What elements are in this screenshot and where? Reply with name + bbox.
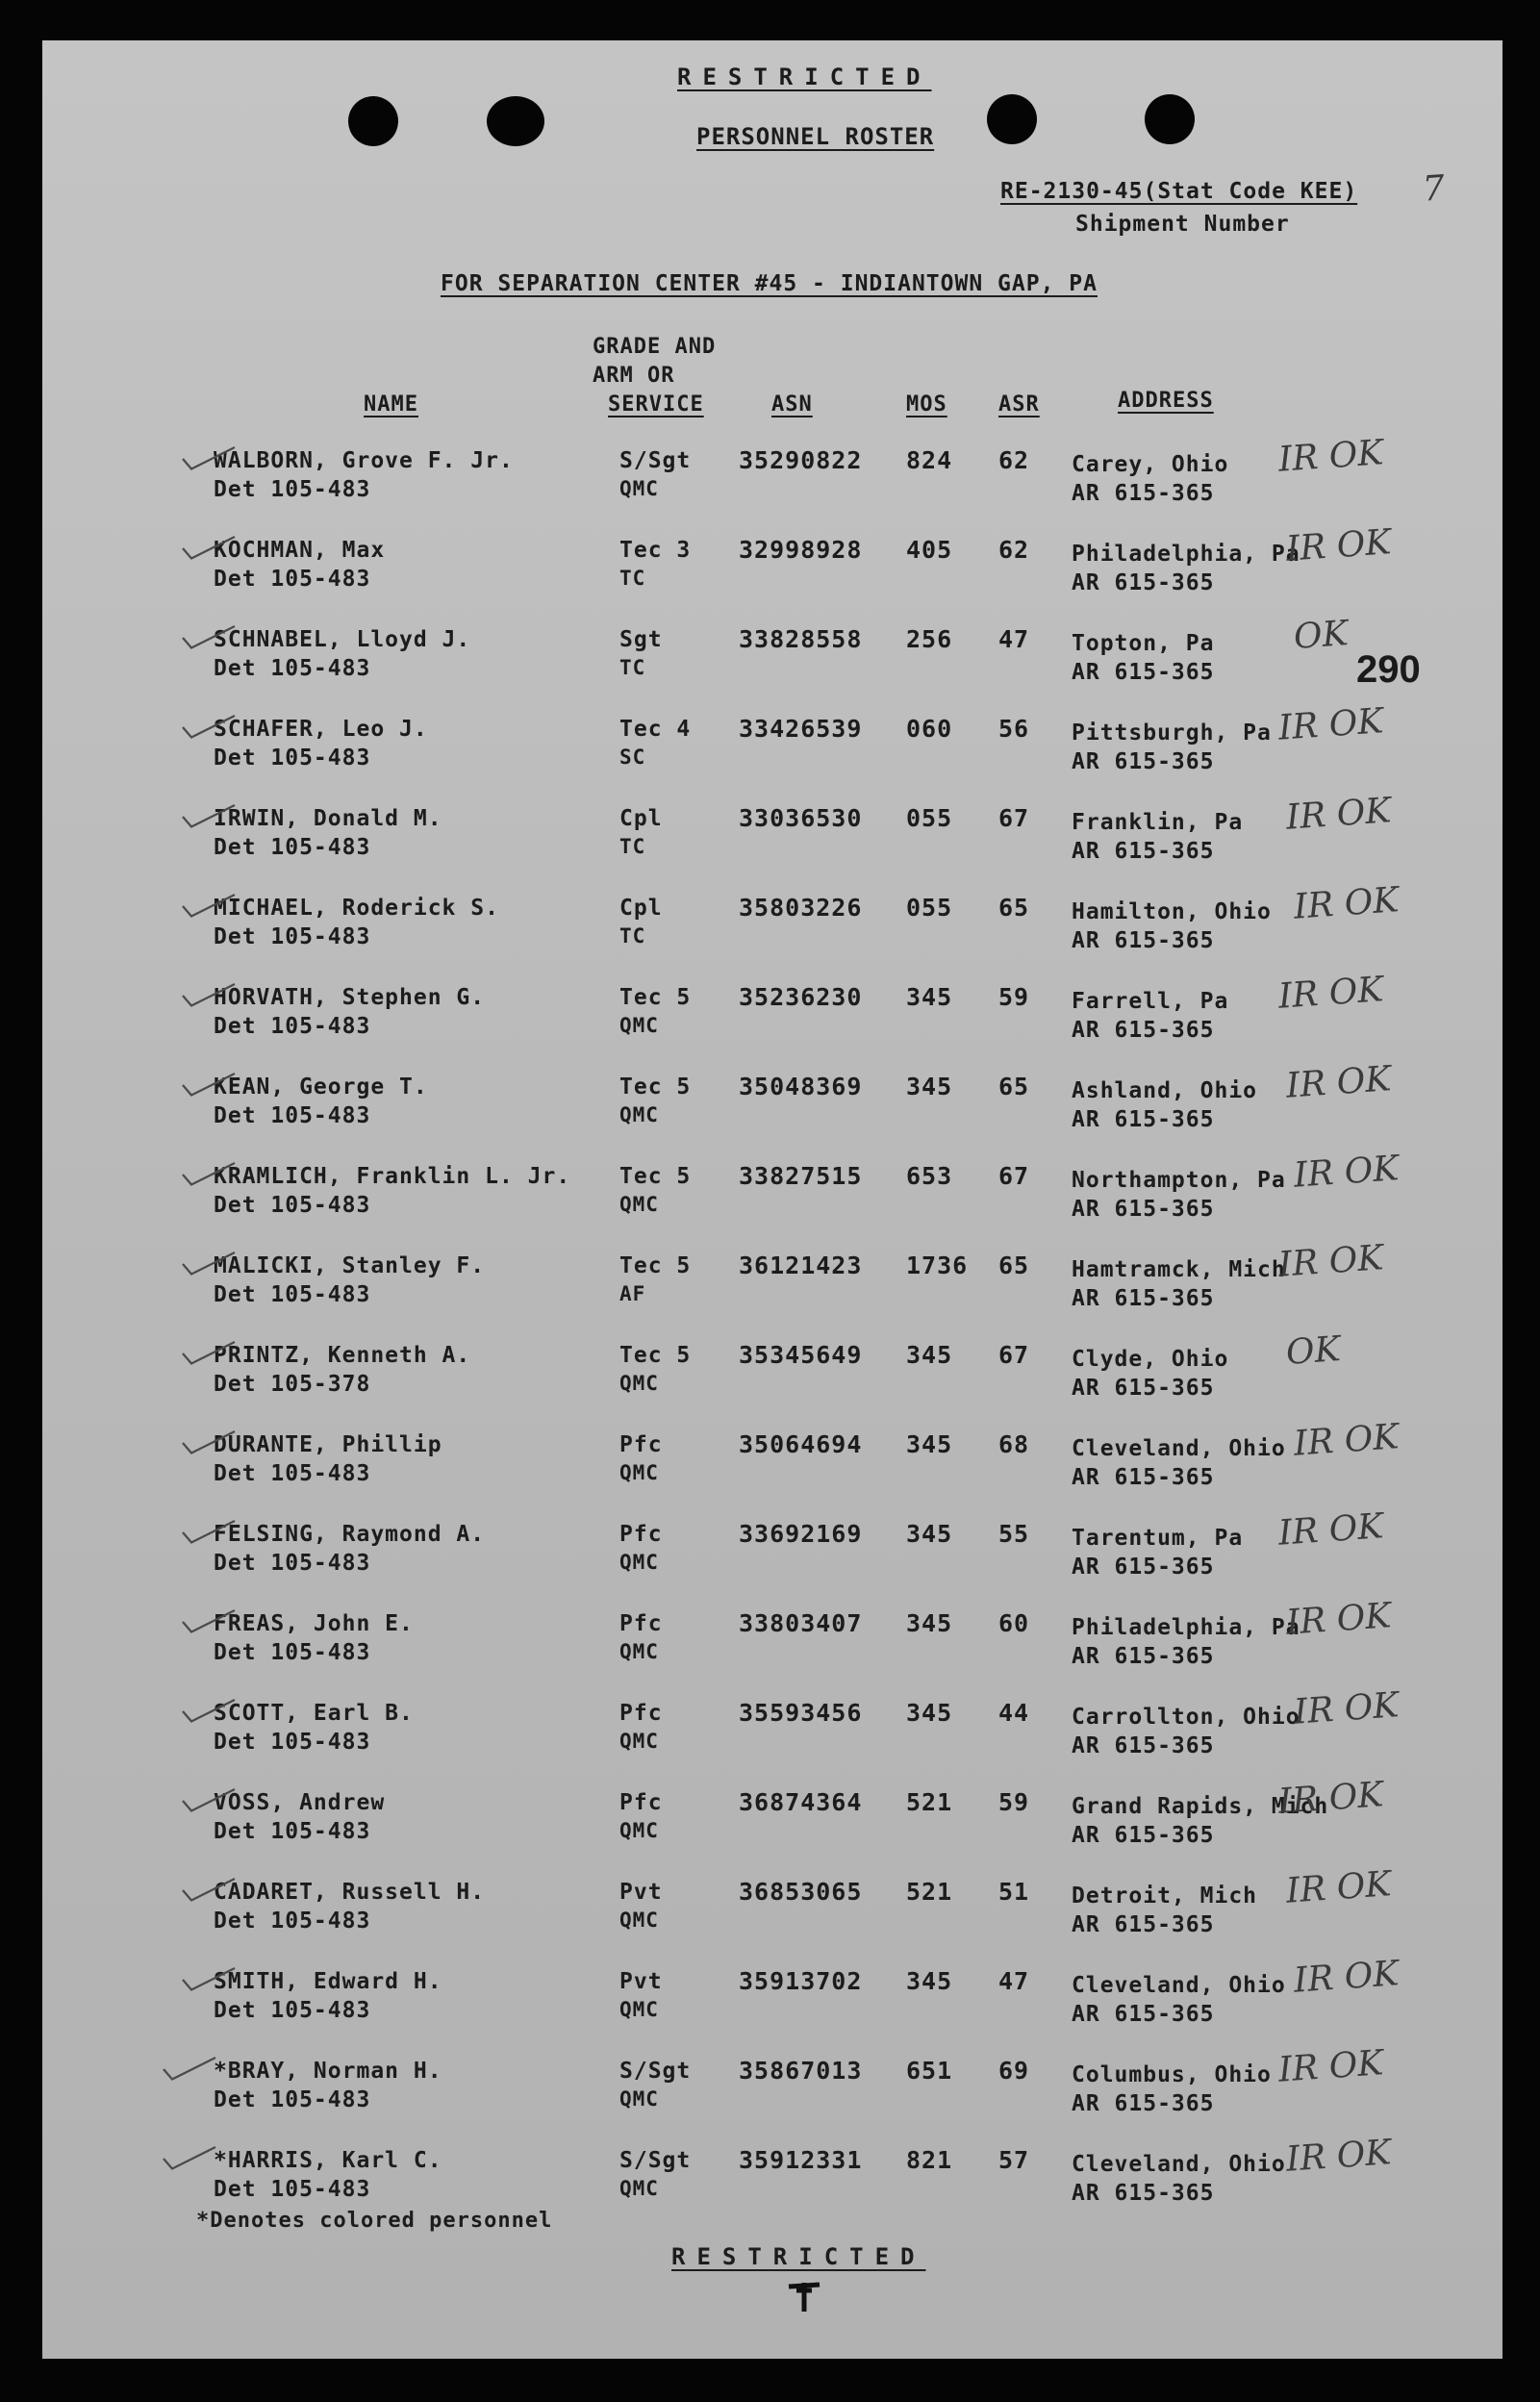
handwritten-note: IR OK — [1284, 1864, 1393, 1911]
asr-cell: 65 — [998, 1073, 1030, 1100]
grade-cell: Pvt — [619, 1880, 663, 1905]
handwritten-note: OK — [1284, 1329, 1342, 1373]
asn-cell: 36121423 — [739, 1252, 863, 1279]
ar-cell: AR 615-365 — [1072, 1555, 1215, 1580]
asn-cell: 35913702 — [739, 1967, 863, 1995]
service-cell: SC — [619, 746, 646, 769]
check-mark-icon — [175, 892, 242, 921]
punch-hole — [348, 96, 398, 146]
asn-cell: 35803226 — [739, 894, 863, 922]
name-cell: KOCHMAN, Max — [214, 538, 386, 563]
asn-cell: 35593456 — [739, 1699, 863, 1727]
asr-cell: 68 — [998, 1430, 1030, 1458]
grade-cell: Tec 5 — [619, 1343, 692, 1368]
asr-cell: 57 — [998, 2146, 1030, 2174]
service-cell: QMC — [619, 1551, 659, 1574]
ar-cell: AR 615-365 — [1072, 1644, 1215, 1669]
name-cell: MICHAEL, Roderick S. — [214, 896, 499, 921]
mos-cell: 405 — [906, 536, 953, 564]
unit-cell: Det 105-483 — [214, 1193, 371, 1218]
asn-cell: 33827515 — [739, 1162, 863, 1190]
check-mark-icon — [175, 981, 242, 1010]
asr-cell: 65 — [998, 894, 1030, 922]
unit-cell: Det 105-483 — [214, 1551, 371, 1576]
asr-cell: 59 — [998, 1788, 1030, 1816]
check-mark-icon — [175, 1607, 242, 1636]
asn-cell: 33692169 — [739, 1520, 863, 1548]
asr-cell: 51 — [998, 1878, 1030, 1906]
city-cell: Carrollton, Ohio — [1072, 1705, 1300, 1730]
unit-cell: Det 105-378 — [214, 1372, 371, 1397]
asn-cell: 35867013 — [739, 2057, 863, 2085]
service-cell: QMC — [619, 2087, 659, 2111]
asr-cell: 47 — [998, 625, 1030, 653]
asn-cell: 35236230 — [739, 983, 863, 1011]
check-mark-icon — [156, 2144, 223, 2173]
mos-cell: 345 — [906, 1520, 953, 1548]
mos-cell: 821 — [906, 2146, 953, 2174]
asn-cell: 33426539 — [739, 715, 863, 743]
city-cell: Cleveland, Ohio — [1072, 1973, 1286, 1998]
unit-cell: Det 105-483 — [214, 1819, 371, 1844]
city-cell: Farrell, Pa — [1072, 989, 1229, 1014]
city-cell: Ashland, Ohio — [1072, 1078, 1258, 1103]
classification-footer: RESTRICTED — [671, 2243, 926, 2270]
name-cell: PRINTZ, Kenneth A. — [214, 1343, 471, 1368]
check-mark-icon — [175, 1786, 242, 1815]
grade-cell: Pfc — [619, 1432, 663, 1457]
service-cell: TC — [619, 924, 646, 948]
column-header-asn: ASN — [771, 392, 813, 417]
check-mark-icon — [175, 623, 242, 652]
asn-cell: 35345649 — [739, 1341, 863, 1369]
column-header-asr: ASR — [998, 392, 1040, 417]
mos-cell: 1736 — [906, 1252, 969, 1279]
service-cell: QMC — [619, 1193, 659, 1216]
asr-cell: 44 — [998, 1699, 1030, 1727]
check-mark-icon — [175, 444, 242, 473]
mos-cell: 653 — [906, 1162, 953, 1190]
mos-cell: 521 — [906, 1878, 953, 1906]
ar-cell: AR 615-365 — [1072, 1912, 1215, 1937]
grade-cell: S/Sgt — [619, 2148, 692, 2173]
column-header-mos: MOS — [906, 392, 947, 417]
service-cell: QMC — [619, 1461, 659, 1484]
footer-stamp-mark — [785, 2277, 823, 2315]
asr-cell: 60 — [998, 1609, 1030, 1637]
city-cell: Cleveland, Ohio — [1072, 2152, 1286, 2177]
ar-cell: AR 615-365 — [1072, 660, 1215, 685]
name-cell: HORVATH, Stephen G. — [214, 985, 486, 1010]
city-cell: Philadelphia, Pa — [1072, 542, 1300, 567]
check-mark-icon — [175, 1965, 242, 1994]
ar-cell: AR 615-365 — [1072, 749, 1215, 774]
name-cell: MALICKI, Stanley F. — [214, 1253, 486, 1278]
handwritten-note: IR OK — [1276, 701, 1385, 748]
handwritten-note: OK — [1292, 614, 1350, 657]
city-cell: Hamilton, Ohio — [1072, 899, 1272, 924]
name-cell: IRWIN, Donald M. — [214, 806, 442, 831]
asr-cell: 59 — [998, 983, 1030, 1011]
grade-cell: Cpl — [619, 806, 663, 831]
service-cell: QMC — [619, 2177, 659, 2200]
grade-cell: Tec 5 — [619, 1075, 692, 1100]
handwritten-note: IR OK — [1276, 1238, 1385, 1285]
grade-cell: S/Sgt — [619, 2059, 692, 2084]
service-cell: QMC — [619, 1014, 659, 1037]
city-cell: Carey, Ohio — [1072, 452, 1229, 477]
name-cell: SCOTT, Earl B. — [214, 1701, 414, 1726]
mos-cell: 055 — [906, 804, 953, 832]
name-cell: SCHNABEL, Lloyd J. — [214, 627, 471, 652]
unit-cell: Det 105-483 — [214, 1998, 371, 2023]
grade-cell: Tec 5 — [619, 1253, 692, 1278]
name-cell: *BRAY, Norman H. — [214, 2059, 442, 2084]
mos-cell: 824 — [906, 446, 953, 474]
corner-mark: 7 — [1421, 168, 1447, 210]
asr-cell: 55 — [998, 1520, 1030, 1548]
handwritten-note: IR OK — [1276, 970, 1385, 1017]
service-cell: TC — [619, 656, 646, 679]
mos-cell: 651 — [906, 2057, 953, 2085]
check-mark-icon — [175, 1876, 242, 1905]
service-cell: QMC — [619, 1819, 659, 1842]
ar-cell: AR 615-365 — [1072, 928, 1215, 953]
mos-cell: 521 — [906, 1788, 953, 1816]
grade-cell: Pfc — [619, 1522, 663, 1547]
unit-cell: Det 105-483 — [214, 1730, 371, 1755]
punch-hole — [1145, 94, 1195, 144]
asr-cell: 62 — [998, 536, 1030, 564]
name-cell: WALBORN, Grove F. Jr. — [214, 448, 514, 473]
service-cell: TC — [619, 835, 646, 858]
ar-cell: AR 615-365 — [1072, 1286, 1215, 1311]
unit-cell: Det 105-483 — [214, 656, 371, 681]
ar-cell: AR 615-365 — [1072, 1823, 1215, 1848]
handwritten-note: IR OK — [1276, 2043, 1385, 2090]
handwritten-note: IR OK — [1292, 1417, 1401, 1464]
ar-cell: AR 615-365 — [1072, 1733, 1215, 1758]
asr-cell: 65 — [998, 1252, 1030, 1279]
unit-cell: Det 105-483 — [214, 567, 371, 592]
service-cell: QMC — [619, 1998, 659, 2021]
ar-cell: AR 615-365 — [1072, 1465, 1215, 1490]
grade-cell: Tec 5 — [619, 1164, 692, 1189]
handwritten-290: 290 — [1356, 648, 1421, 691]
unit-cell: Det 105-483 — [214, 835, 371, 860]
city-cell: Cleveland, Ohio — [1072, 1436, 1286, 1461]
service-cell: QMC — [619, 477, 659, 500]
mos-cell: 055 — [906, 894, 953, 922]
column-header-address: ADDRESS — [1118, 389, 1214, 413]
asn-cell: 35048369 — [739, 1073, 863, 1100]
mos-cell: 345 — [906, 1609, 953, 1637]
ar-cell: AR 615-365 — [1072, 2181, 1215, 2206]
handwritten-note: IR OK — [1276, 1506, 1385, 1554]
ar-cell: AR 615-365 — [1072, 1107, 1215, 1132]
handwritten-note: IR OK — [1292, 1685, 1401, 1732]
name-cell: *HARRIS, Karl C. — [214, 2148, 442, 2173]
handwritten-note: IR OK — [1284, 791, 1393, 838]
handwritten-note: IR OK — [1276, 1775, 1385, 1822]
city-cell: Pittsburgh, Pa — [1072, 721, 1272, 746]
service-cell: QMC — [619, 1103, 659, 1126]
classification-header: RESTRICTED — [677, 63, 932, 90]
grade-cell: Pfc — [619, 1611, 663, 1636]
unit-cell: Det 105-483 — [214, 2177, 371, 2202]
mos-cell: 345 — [906, 1341, 953, 1369]
unit-cell: Det 105-483 — [214, 924, 371, 949]
asr-cell: 67 — [998, 1162, 1030, 1190]
asr-cell: 47 — [998, 1967, 1030, 1995]
name-cell: FELSING, Raymond A. — [214, 1522, 486, 1547]
unit-cell: Det 105-483 — [214, 477, 371, 502]
name-cell: CADARET, Russell H. — [214, 1880, 486, 1905]
asn-cell: 33036530 — [739, 804, 863, 832]
handwritten-note: IR OK — [1284, 1059, 1393, 1106]
grade-cell: Tec 5 — [619, 985, 692, 1010]
unit-cell: Det 105-483 — [214, 1282, 371, 1307]
column-header-grade-line2: ARM OR — [593, 364, 675, 388]
ar-cell: AR 615-365 — [1072, 570, 1215, 595]
ar-cell: AR 615-365 — [1072, 2002, 1215, 2027]
punch-hole — [987, 94, 1037, 144]
name-cell: DURANTE, Phillip — [214, 1432, 442, 1457]
name-cell: KRAMLICH, Franklin L. Jr. — [214, 1164, 571, 1189]
city-cell: Detroit, Mich — [1072, 1884, 1258, 1909]
mos-cell: 060 — [906, 715, 953, 743]
city-cell: Philadelphia, Pa — [1072, 1615, 1300, 1640]
unit-cell: Det 105-483 — [214, 746, 371, 771]
ar-cell: AR 615-365 — [1072, 1197, 1215, 1222]
city-cell: Hamtramck, Mich — [1072, 1257, 1286, 1282]
name-cell: SMITH, Edward H. — [214, 1969, 442, 1994]
check-mark-icon — [175, 534, 242, 563]
ar-cell: AR 615-365 — [1072, 1018, 1215, 1043]
column-header-service: SERVICE — [608, 392, 704, 417]
unit-cell: Det 105-483 — [214, 1909, 371, 1934]
asn-cell: 36874364 — [739, 1788, 863, 1816]
unit-cell: Det 105-483 — [214, 1461, 371, 1486]
unit-cell: Det 105-483 — [214, 1103, 371, 1128]
punch-hole — [487, 96, 544, 146]
asn-cell: 35064694 — [739, 1430, 863, 1458]
grade-cell: Pfc — [619, 1790, 663, 1815]
grade-cell: Tec 4 — [619, 717, 692, 742]
grade-cell: Sgt — [619, 627, 663, 652]
handwritten-note: IR OK — [1292, 1954, 1401, 2001]
handwritten-note: IR OK — [1284, 2133, 1393, 2180]
asn-cell: 36853065 — [739, 1878, 863, 1906]
unit-cell: Det 105-483 — [214, 1640, 371, 1665]
city-cell: Northampton, Pa — [1072, 1168, 1286, 1193]
check-mark-icon — [175, 802, 242, 831]
check-mark-icon — [175, 1697, 242, 1726]
column-header-grade-line1: GRADE AND — [593, 335, 717, 359]
city-cell: Columbus, Ohio — [1072, 2062, 1272, 2087]
asn-cell: 33828558 — [739, 625, 863, 653]
service-cell: QMC — [619, 1640, 659, 1663]
asn-cell: 35912331 — [739, 2146, 863, 2174]
handwritten-note: IR OK — [1276, 433, 1385, 480]
name-cell: VOSS, Andrew — [214, 1790, 386, 1815]
check-mark-icon — [175, 1518, 242, 1547]
service-cell: QMC — [619, 1730, 659, 1753]
grade-cell: Pfc — [619, 1701, 663, 1726]
check-mark-icon — [175, 713, 242, 742]
unit-cell: Det 105-483 — [214, 2087, 371, 2112]
check-mark-icon — [175, 1339, 242, 1368]
handwritten-note: IR OK — [1292, 1149, 1401, 1196]
asr-cell: 56 — [998, 715, 1030, 743]
city-cell: Grand Rapids, Mich — [1072, 1794, 1329, 1819]
service-cell: QMC — [619, 1372, 659, 1395]
city-cell: Franklin, Pa — [1072, 810, 1244, 835]
grade-cell: Pvt — [619, 1969, 663, 1994]
service-cell: AF — [619, 1282, 646, 1305]
mos-cell: 345 — [906, 1699, 953, 1727]
shipment-label: Shipment Number — [1075, 212, 1290, 237]
mos-cell: 345 — [906, 1967, 953, 1995]
name-cell: SCHAFER, Leo J. — [214, 717, 428, 742]
check-mark-icon — [156, 2055, 223, 2084]
handwritten-note: IR OK — [1284, 1596, 1393, 1643]
service-cell: QMC — [619, 1909, 659, 1932]
asr-cell: 67 — [998, 804, 1030, 832]
name-cell: FREAS, John E. — [214, 1611, 414, 1636]
check-mark-icon — [175, 1160, 242, 1189]
asr-cell: 69 — [998, 2057, 1030, 2085]
grade-cell: Cpl — [619, 896, 663, 921]
name-cell: KEAN, George T. — [214, 1075, 428, 1100]
column-header-name: NAME — [364, 392, 418, 417]
mos-cell: 345 — [906, 1073, 953, 1100]
grade-cell: S/Sgt — [619, 448, 692, 473]
shipment-code: RE-2130-45(Stat Code KEE) — [1000, 179, 1358, 204]
mos-cell: 345 — [906, 1430, 953, 1458]
document-title: PERSONNEL ROSTER — [696, 123, 935, 150]
destination-line: FOR SEPARATION CENTER #45 - INDIANTOWN GAP, PA — [441, 271, 1098, 296]
unit-cell: Det 105-483 — [214, 1014, 371, 1039]
ar-cell: AR 615-365 — [1072, 1376, 1215, 1401]
asn-cell: 32998928 — [739, 536, 863, 564]
asn-cell: 35290822 — [739, 446, 863, 474]
check-mark-icon — [175, 1429, 242, 1457]
asr-cell: 62 — [998, 446, 1030, 474]
check-mark-icon — [175, 1250, 242, 1278]
ar-cell: AR 615-365 — [1072, 2091, 1215, 2116]
footnote: *Denotes colored personnel — [196, 2209, 553, 2233]
service-cell: TC — [619, 567, 646, 590]
city-cell: Tarentum, Pa — [1072, 1526, 1244, 1551]
document-page — [42, 40, 1502, 2359]
asn-cell: 33803407 — [739, 1609, 863, 1637]
asr-cell: 67 — [998, 1341, 1030, 1369]
ar-cell: AR 615-365 — [1072, 481, 1215, 506]
mos-cell: 345 — [906, 983, 953, 1011]
city-cell: Clyde, Ohio — [1072, 1347, 1229, 1372]
handwritten-note: IR OK — [1292, 880, 1401, 927]
handwritten-note: IR OK — [1284, 522, 1393, 569]
mos-cell: 256 — [906, 625, 953, 653]
grade-cell: Tec 3 — [619, 538, 692, 563]
check-mark-icon — [175, 1071, 242, 1100]
ar-cell: AR 615-365 — [1072, 839, 1215, 864]
city-cell: Topton, Pa — [1072, 631, 1215, 656]
